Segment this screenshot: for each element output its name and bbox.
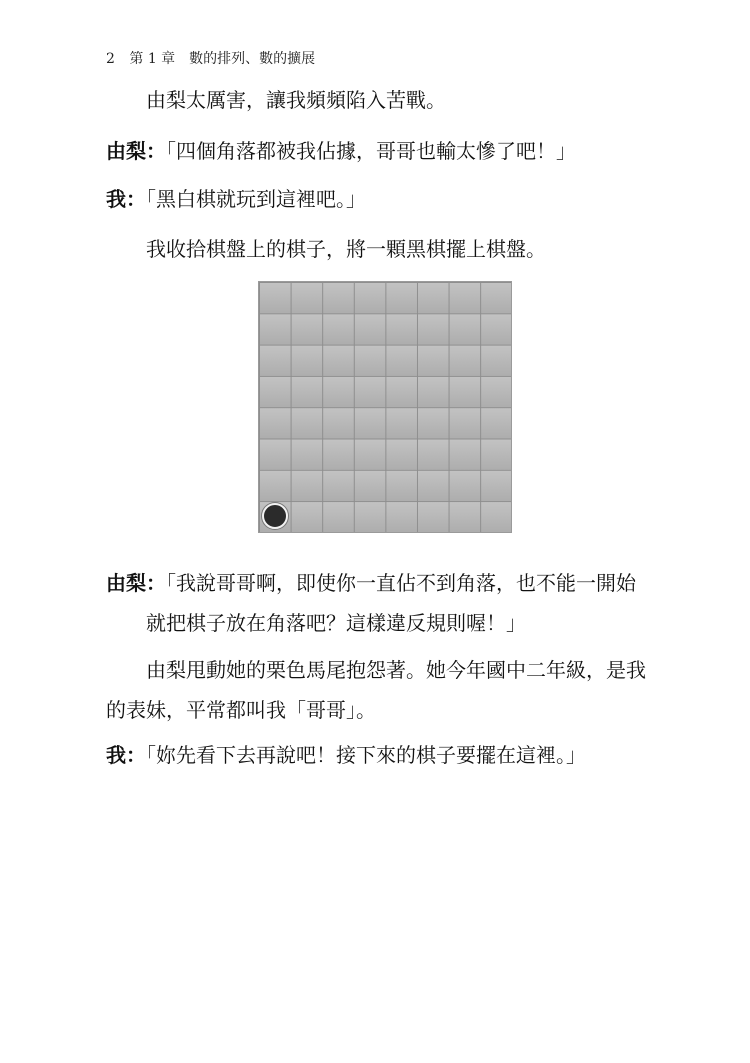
text-line: 「妳先看下去再說吧！接下來的棋子要擺在這裡。」	[146, 743, 586, 767]
speaker-label: 由梨：	[106, 139, 166, 163]
text-line: 「四個角落都被我佔據，哥哥也輸太慘了吧！」	[166, 139, 576, 163]
narration-paragraph	[106, 652, 676, 728]
narration-paragraph	[106, 231, 716, 267]
page-number: 2	[106, 51, 115, 67]
text-line: 就把棋子放在角落吧？這樣違反規則喔！」	[146, 611, 526, 635]
dialogue-paragraph	[106, 737, 676, 773]
chapter-title: 第 1 章 數的排列、數的擴展	[129, 51, 316, 67]
narration-paragraph	[106, 82, 716, 118]
running-head	[106, 48, 315, 68]
black-disc	[262, 503, 288, 529]
dialogue-paragraph	[106, 133, 676, 169]
text-line: 我收拾棋盤上的棋子，將一顆黑棋擺上棋盤。	[146, 237, 546, 261]
speaker-label: 由梨：	[106, 571, 166, 595]
text-line: 由梨太厲害，讓我頻頻陷入苦戰。	[146, 88, 446, 112]
speaker-label: 我：	[106, 743, 146, 767]
board-grid	[259, 282, 511, 532]
dialogue-paragraph	[106, 181, 676, 217]
dialogue-paragraph	[106, 565, 676, 641]
text-line: 「我說哥哥啊，即使你一直佔不到角落，也不能一開始	[166, 571, 636, 595]
text-line: 的表妹，平常都叫我「哥哥」。	[106, 698, 376, 722]
text-line: 由梨甩動她的栗色馬尾抱怨著。她今年國中二年級，是我	[146, 658, 646, 682]
text-line: 「黑白棋就玩到這裡吧。」	[146, 187, 366, 211]
othello-board	[258, 281, 512, 533]
speaker-label: 我：	[106, 187, 146, 211]
